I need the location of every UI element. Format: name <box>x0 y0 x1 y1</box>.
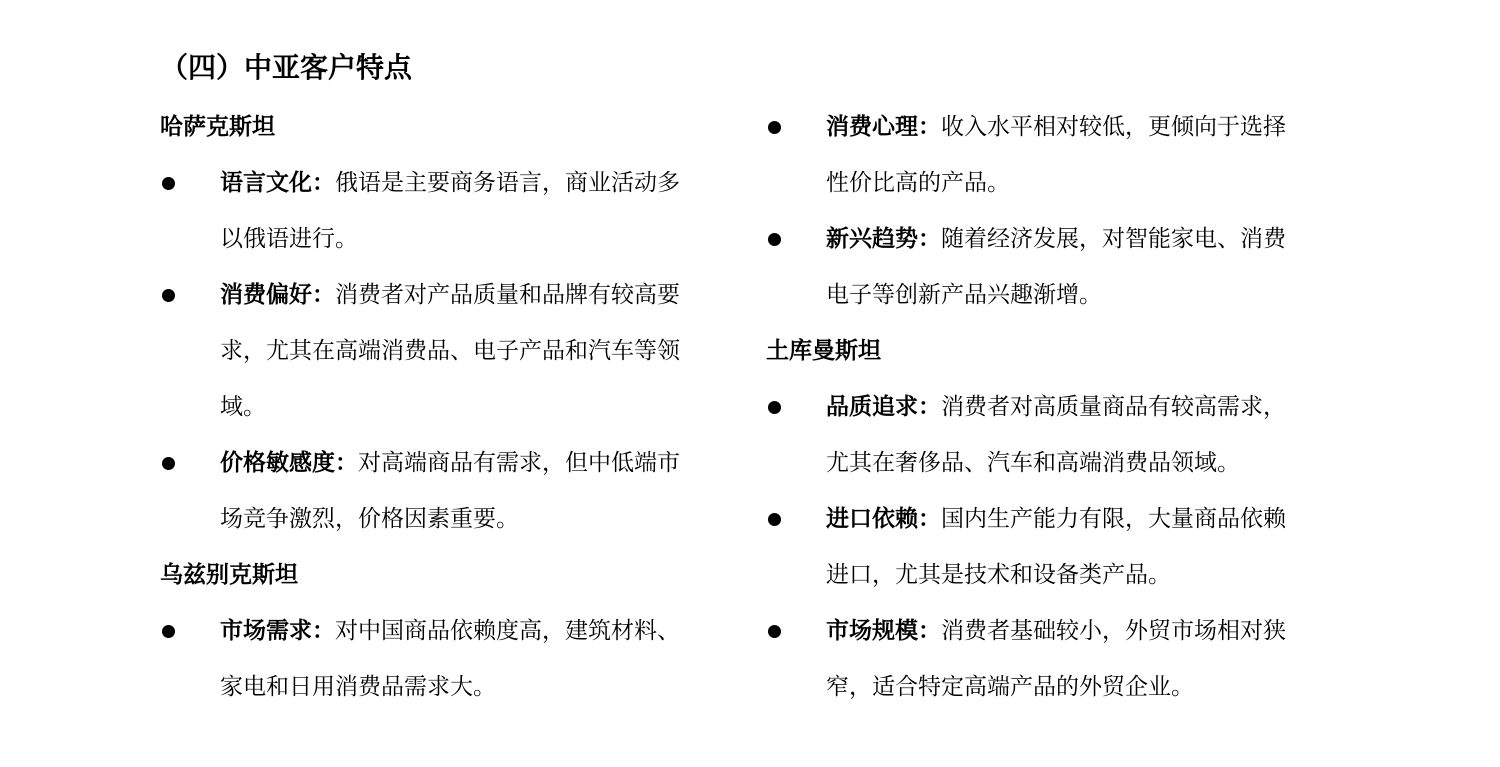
list-item <box>766 603 1326 715</box>
country-heading: 土库曼斯坦 <box>766 338 881 364</box>
item-line: 尤其在奢侈品、汽车和高端消费品领域。 <box>826 450 1240 476</box>
item-line: 以俄语进行。 <box>220 226 358 252</box>
item-text: 随着经济发展，对智能家电、消费 <box>941 226 1286 252</box>
country-group-kazakhstan <box>160 99 720 547</box>
list-item <box>160 435 720 547</box>
list-item <box>766 211 1326 323</box>
item-line <box>220 267 720 323</box>
section-title: （四）中亚客户特点 <box>160 51 413 84</box>
item-text: 俄语是主要商务语言，商业活动多 <box>335 170 680 196</box>
country-group-turkmenistan <box>766 323 1326 715</box>
bullet-icon <box>162 289 175 302</box>
item-term: 市场规模： <box>826 618 941 644</box>
item-line <box>826 491 1326 547</box>
country-heading: 乌兹别克斯坦 <box>160 562 298 588</box>
item-text: 国内生产能力有限，大量商品依赖 <box>941 506 1286 532</box>
list-item <box>160 155 720 267</box>
item-term: 品质追求： <box>826 394 941 420</box>
list-item <box>160 603 720 715</box>
list-item <box>766 491 1326 603</box>
item-line <box>826 99 1326 155</box>
bullet-icon <box>162 457 175 470</box>
item-line: 窄，适合特定高端产品的外贸企业。 <box>826 674 1194 700</box>
item-term: 语言文化： <box>220 170 335 196</box>
item-text: 消费者基础较小，外贸市场相对狭 <box>941 618 1286 644</box>
item-text: 对中国商品依赖度高，建筑材料、 <box>335 618 680 644</box>
item-line: 性价比高的产品。 <box>826 170 1010 196</box>
item-line <box>826 603 1326 659</box>
left-column <box>160 99 720 715</box>
item-line <box>220 435 720 491</box>
list-item <box>766 379 1326 491</box>
item-line: 电子等创新产品兴趣渐增。 <box>826 282 1102 308</box>
bullet-icon <box>162 177 175 190</box>
item-line <box>826 379 1326 435</box>
item-text: 消费者对产品质量和品牌有较高要 <box>335 282 680 308</box>
item-text: 收入水平相对较低，更倾向于选择 <box>941 114 1286 140</box>
list-item <box>766 99 1326 211</box>
item-term: 新兴趋势： <box>826 226 941 252</box>
country-group-uzbekistan-continued <box>766 99 1326 323</box>
bullet-icon <box>768 121 781 134</box>
item-term: 消费心理： <box>826 114 941 140</box>
bullet-icon <box>768 233 781 246</box>
item-line: 场竞争激烈，价格因素重要。 <box>220 506 519 532</box>
item-text: 消费者对高质量商品有较高需求， <box>941 394 1286 420</box>
bullet-icon <box>768 401 781 414</box>
item-term: 消费偏好： <box>220 282 335 308</box>
country-heading: 哈萨克斯坦 <box>160 114 275 140</box>
right-column <box>766 99 1326 715</box>
bullet-icon <box>768 513 781 526</box>
country-group-uzbekistan <box>160 547 720 715</box>
item-line: 进口，尤其是技术和设备类产品。 <box>826 562 1171 588</box>
item-term: 市场需求： <box>220 618 335 644</box>
bullet-icon <box>768 625 781 638</box>
item-line: 域。 <box>220 394 266 420</box>
item-line <box>826 211 1326 267</box>
item-line <box>220 603 720 659</box>
item-line: 家电和日用消费品需求大。 <box>220 674 496 700</box>
item-term: 进口依赖： <box>826 506 941 532</box>
bullet-icon <box>162 625 175 638</box>
item-line <box>220 155 720 211</box>
item-term: 价格敏感度： <box>220 450 358 476</box>
list-item <box>160 267 720 435</box>
item-text: 对高端商品有需求，但中低端市 <box>358 450 680 476</box>
item-line: 求，尤其在高端消费品、电子产品和汽车等领 <box>220 338 680 364</box>
